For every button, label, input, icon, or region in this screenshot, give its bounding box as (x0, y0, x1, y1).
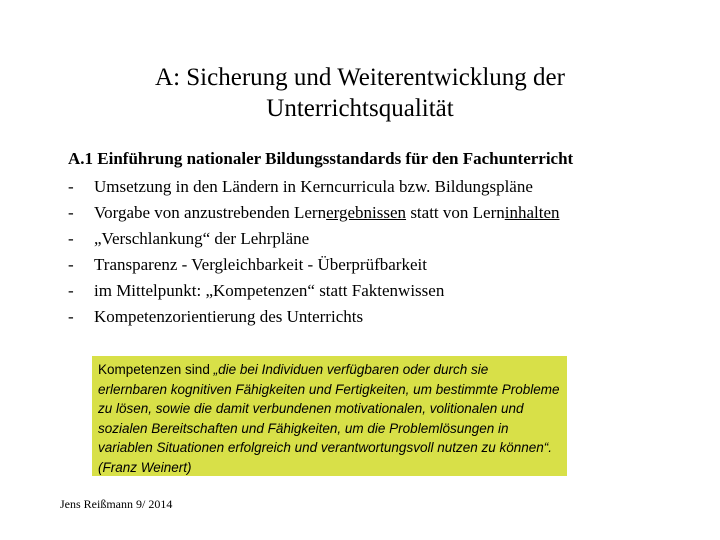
bullet-dash: - (68, 229, 74, 248)
list-item-text: im Mittelpunkt: „Kompetenzen“ statt Faktenwissen (94, 281, 445, 300)
slide-title-line-1: A: Sicherung und Weiterentwicklung der (155, 64, 565, 91)
list-item (68, 252, 560, 278)
definition-quote-box (92, 356, 567, 476)
list-item (68, 304, 560, 330)
underlined-word-ergebnissen: ergebnissen (326, 203, 407, 222)
list-item-text-middle: statt von Lern (406, 203, 505, 222)
slide-title-line-2: Unterrichtsqualität (266, 95, 454, 122)
list-item (68, 174, 560, 200)
list-item-text: Kompetenzorientierung des Unterrichts (94, 307, 364, 326)
bullet-dash: - (68, 255, 74, 274)
bullet-list (68, 174, 560, 330)
bullet-dash: - (68, 203, 74, 222)
section-heading: A.1 Einführung nationaler Bildungsstandards für den Fachunterricht (68, 149, 574, 168)
footer-author-date: Jens Reißmann 9/ 2014 (60, 497, 173, 511)
quote-text: „die bei Individuen verfügbaren oder durch sie erlernbaren kognitiven Fähigkeiten und Fertigkeiten, um bestimmte Probleme zu lösen, sowie die damit verbundenen motivationalen, volitionalen und sozialen Bereitschaften und Fähigkeiten, um die Problemlösungen in variablen Situationen erfolgreich und verantwortungsvoll nutzen zu können“. (Franz Weinert) (98, 362, 560, 475)
list-item-text: Transparenz - Vergleichbarkeit - Überprüfbarkeit (94, 255, 427, 274)
bullet-dash: - (68, 307, 74, 326)
list-item (68, 278, 560, 304)
list-item (68, 200, 560, 226)
list-item-text-start: Vorgabe von anzustrebenden Lern (94, 203, 327, 222)
bullet-dash: - (68, 281, 74, 300)
slide-title (60, 62, 660, 124)
underlined-word-inhalten: inhalten (504, 203, 560, 222)
list-item-text: „Verschlankung“ der Lehrpläne (94, 229, 310, 248)
list-item (68, 226, 560, 252)
bullet-dash: - (68, 177, 74, 196)
quote-lead: Kompetenzen sind (98, 362, 214, 377)
list-item-text: Umsetzung in den Ländern in Kerncurricula bzw. Bildungspläne (94, 177, 533, 196)
